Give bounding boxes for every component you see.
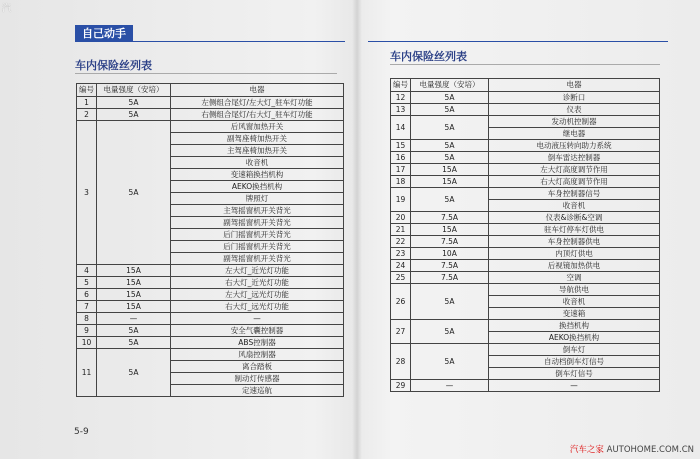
device-cell: 后视镜加热供电	[489, 260, 660, 272]
fuse-number-cell: 20	[391, 212, 411, 224]
col-header-number: 编号	[77, 84, 97, 97]
fuse-number-cell: 15	[391, 140, 411, 152]
device-cell: 左大灯_近光灯功能	[171, 265, 344, 277]
fuse-number-cell: 12	[391, 92, 411, 104]
right-table-title: 车内保险丝列表	[390, 50, 467, 63]
table-row	[391, 188, 660, 200]
fuse-amperage-cell: 5A	[411, 92, 489, 104]
device-cell: 电动液压转向助力系统	[489, 140, 660, 152]
fuse-amperage-cell: 5A	[411, 344, 489, 380]
fuse-amperage-cell: 15A	[97, 265, 171, 277]
device-cell: 右大灯高度调节作用	[489, 176, 660, 188]
table-row	[77, 97, 344, 109]
fuse-amperage-cell: 5A	[411, 116, 489, 140]
fuse-amperage-cell: 15A	[411, 176, 489, 188]
table-row	[391, 344, 660, 356]
fuse-number-cell: 27	[391, 320, 411, 344]
watermark-cn: 汽车之家	[569, 445, 604, 455]
device-cell: 发动机控制器	[489, 116, 660, 128]
fuse-amperage-cell: 7.5A	[411, 212, 489, 224]
table-row	[391, 380, 660, 392]
device-cell: 内顶灯供电	[489, 248, 660, 260]
table-row	[77, 109, 344, 121]
page-fold	[352, 0, 362, 459]
fuse-amperage-cell: 15A	[97, 277, 171, 289]
device-cell: 仪表	[489, 104, 660, 116]
device-cell: 继电器	[489, 128, 660, 140]
fuse-amperage-cell: 15A	[97, 301, 171, 313]
corner-watermark: 汽	[2, 4, 12, 14]
col-header-number: 编号	[391, 79, 411, 92]
device-cell: 左侧组合尾灯/左大灯_驻车灯功能	[171, 97, 344, 109]
table-header-row	[391, 79, 660, 92]
fuse-table-right	[390, 78, 660, 392]
watermark-en: AUTOHOME.COM.CN	[606, 445, 694, 455]
table-row	[391, 92, 660, 104]
device-cell: 右大灯_远光灯功能	[171, 301, 344, 313]
fuse-number-cell: 21	[391, 224, 411, 236]
fuse-amperage-cell: 5A	[97, 121, 171, 265]
device-cell: 换挡机构	[489, 320, 660, 332]
fuse-number-cell: 18	[391, 176, 411, 188]
device-cell: 牌照灯	[171, 193, 344, 205]
header-rule-right	[368, 41, 668, 42]
col-header-device: 电器	[489, 79, 660, 92]
col-header-amperage: 电量强度（安培）	[411, 79, 489, 92]
fuse-table-left	[76, 83, 344, 397]
device-cell: 离合踏板	[171, 361, 344, 373]
table-row	[77, 313, 344, 325]
fuse-number-cell: 22	[391, 236, 411, 248]
fuse-number-cell: 7	[77, 301, 97, 313]
fuse-number-cell: 6	[77, 289, 97, 301]
fuse-amperage-cell: 5A	[411, 320, 489, 344]
device-cell: 变速箱	[489, 308, 660, 320]
table-row	[77, 325, 344, 337]
device-cell: 倒车灯	[489, 344, 660, 356]
fuse-number-cell: 19	[391, 188, 411, 212]
table-row	[77, 337, 344, 349]
fuse-number-cell: 16	[391, 152, 411, 164]
fuse-number-cell: 5	[77, 277, 97, 289]
table-row	[391, 104, 660, 116]
fuse-amperage-cell: 15A	[411, 164, 489, 176]
device-cell: ABS控制器	[171, 337, 344, 349]
device-cell: 定速巡航	[171, 385, 344, 397]
fuse-amperage-cell: 15A	[411, 224, 489, 236]
table-row	[391, 236, 660, 248]
fuse-number-cell: 11	[77, 349, 97, 397]
device-cell: 安全气囊控制器	[171, 325, 344, 337]
table-row	[391, 260, 660, 272]
fuse-amperage-cell: 5A	[411, 284, 489, 320]
fuse-amperage-cell: —	[97, 313, 171, 325]
fuse-amperage-cell: 5A	[411, 152, 489, 164]
fuse-amperage-cell: 7.5A	[411, 272, 489, 284]
table-row	[391, 164, 660, 176]
device-cell: 收音机	[171, 157, 344, 169]
device-cell: 车身控制器供电	[489, 236, 660, 248]
device-cell: 后风窗加热开关	[171, 121, 344, 133]
fuse-amperage-cell: 5A	[97, 97, 171, 109]
device-cell: 左大灯_远光灯功能	[171, 289, 344, 301]
left-table-title: 车内保险丝列表	[75, 59, 152, 72]
fuse-number-cell: 4	[77, 265, 97, 277]
table-row	[391, 116, 660, 128]
table-row	[391, 224, 660, 236]
table-row	[77, 265, 344, 277]
header-rule-left	[75, 41, 345, 42]
device-cell: 右大灯_近光灯功能	[171, 277, 344, 289]
fuse-amperage-cell: 5A	[411, 188, 489, 212]
watermark	[570, 443, 694, 455]
fuse-number-cell: 1	[77, 97, 97, 109]
device-cell: 左大灯高度调节作用	[489, 164, 660, 176]
device-cell: 仪表&诊断&空调	[489, 212, 660, 224]
fuse-number-cell: 29	[391, 380, 411, 392]
device-cell: 倒车雷达控制器	[489, 152, 660, 164]
table-row	[391, 152, 660, 164]
device-cell: 倒车灯信号	[489, 368, 660, 380]
fuse-amperage-cell: 5A	[411, 104, 489, 116]
device-cell: AEKO换挡机构	[489, 332, 660, 344]
table-row	[77, 289, 344, 301]
device-cell: 自动档倒车灯信号	[489, 356, 660, 368]
fuse-number-cell: 28	[391, 344, 411, 380]
device-cell: AEKO换挡机构	[171, 181, 344, 193]
device-cell: 后门摇窗机开关背光	[171, 229, 344, 241]
device-cell: 风扇控制器	[171, 349, 344, 361]
fuse-amperage-cell: 5A	[411, 140, 489, 152]
left-title-underline	[75, 73, 337, 74]
fuse-number-cell: 10	[77, 337, 97, 349]
fuse-number-cell: 17	[391, 164, 411, 176]
table-row	[77, 349, 344, 361]
table-row	[391, 272, 660, 284]
fuse-amperage-cell: 5A	[97, 109, 171, 121]
table-row	[77, 121, 344, 133]
table-row	[391, 248, 660, 260]
device-cell: 驻车灯停车灯供电	[489, 224, 660, 236]
fuse-amperage-cell: 5A	[97, 349, 171, 397]
fuse-number-cell: 9	[77, 325, 97, 337]
table-header-row	[77, 84, 344, 97]
fuse-amperage-cell: 10A	[411, 248, 489, 260]
device-cell: 导航供电	[489, 284, 660, 296]
fuse-amperage-cell: 7.5A	[411, 260, 489, 272]
device-cell: 收音机	[489, 296, 660, 308]
device-cell: 空调	[489, 272, 660, 284]
fuse-amperage-cell: 5A	[97, 337, 171, 349]
device-cell: 副驾摇窗机开关背光	[171, 217, 344, 229]
table-row	[391, 284, 660, 296]
device-cell: 副驾座椅加热开关	[171, 133, 344, 145]
table-row	[391, 212, 660, 224]
device-cell: 后门摇窗机开关背光	[171, 241, 344, 253]
device-cell: 副驾摇窗机开关背光	[171, 253, 344, 265]
device-cell: 变速箱换挡机构	[171, 169, 344, 181]
section-tag: 自己动手	[75, 25, 133, 42]
device-cell: 制动灯传感器	[171, 373, 344, 385]
col-header-device: 电器	[171, 84, 344, 97]
fuse-number-cell: 23	[391, 248, 411, 260]
device-cell: 诊断口	[489, 92, 660, 104]
col-header-amperage: 电量强度（安培）	[97, 84, 171, 97]
table-row	[391, 140, 660, 152]
device-cell: 右侧组合尾灯/右大灯_驻车灯功能	[171, 109, 344, 121]
device-cell: 收音机	[489, 200, 660, 212]
table-row	[77, 277, 344, 289]
device-cell: 车身控制器信号	[489, 188, 660, 200]
device-cell: —	[489, 380, 660, 392]
fuse-number-cell: 14	[391, 116, 411, 140]
fuse-number-cell: 26	[391, 284, 411, 320]
fuse-number-cell: 3	[77, 121, 97, 265]
fuse-amperage-cell: 15A	[97, 289, 171, 301]
fuse-number-cell: 13	[391, 104, 411, 116]
table-row	[391, 320, 660, 332]
page-number: 5-9	[74, 427, 89, 437]
fuse-number-cell: 24	[391, 260, 411, 272]
fuse-amperage-cell: 7.5A	[411, 236, 489, 248]
fuse-number-cell: 8	[77, 313, 97, 325]
table-row	[77, 301, 344, 313]
device-cell: 主驾座椅加热开关	[171, 145, 344, 157]
device-cell: —	[171, 313, 344, 325]
device-cell: 主驾摇窗机开关背光	[171, 205, 344, 217]
fuse-amperage-cell: —	[411, 380, 489, 392]
right-title-underline	[390, 64, 660, 65]
table-row	[391, 176, 660, 188]
fuse-amperage-cell: 5A	[97, 325, 171, 337]
fuse-number-cell: 2	[77, 109, 97, 121]
fuse-number-cell: 25	[391, 272, 411, 284]
